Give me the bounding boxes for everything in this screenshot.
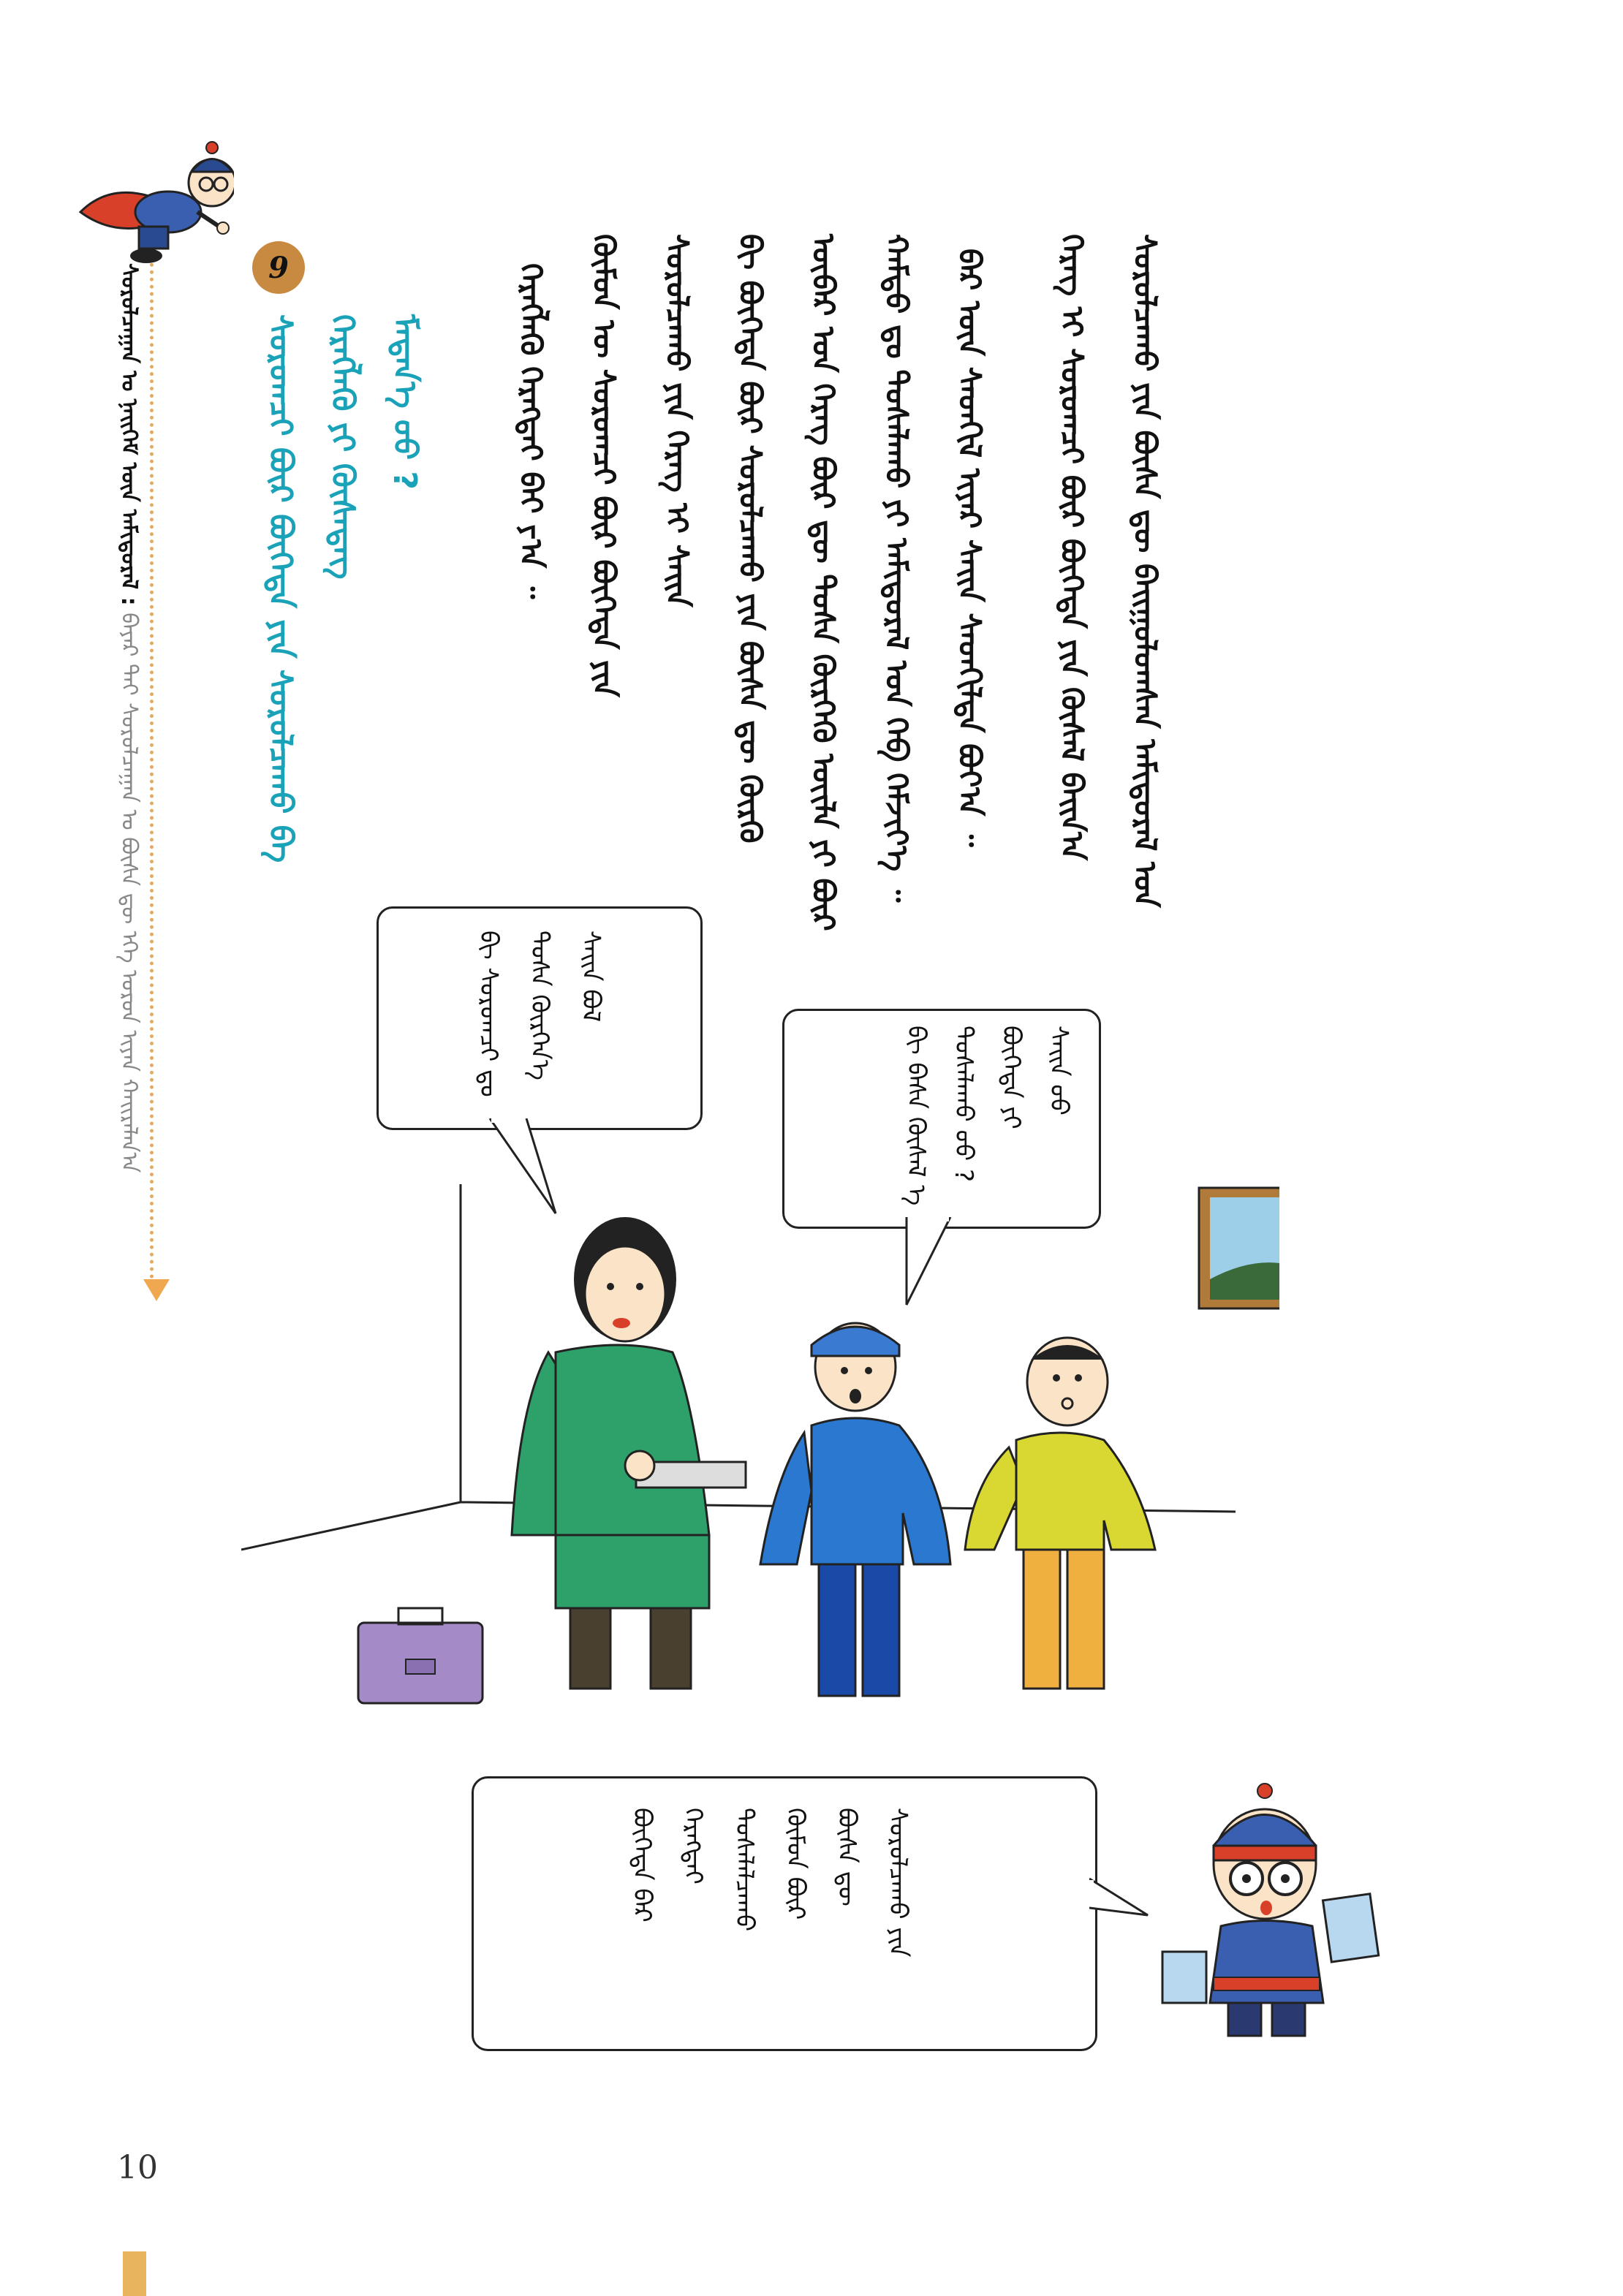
briefcase-icon [358,1608,483,1703]
running-header [110,263,148,1272]
teacher-bubble-line-3: ᠰᠠᠢᠨ ᠪᠤᠯ [576,931,605,1023]
speech-bubble-guide [472,1776,1097,2051]
guide-bubble-tail [1089,1871,1155,1930]
guide-bubble-line-5: ᠬᠡᠷᠡᠭᠲᠡᠢ [678,1808,708,1884]
guide-bubble-line-4: ᠲᠤᠰᠠᠯᠠᠯᠴᠠᠬᠤ [730,1808,759,1932]
guide-bubble-line-2: ᠪᠦᠰᠡ ᠳᠦ [832,1808,861,1906]
lesson-number-badge: 9 [252,241,305,294]
body-column-9: ᠬᠡᠷᠡᠭᠯᠡᠬᠦ ᠬᠡᠷᠡᠭᠲᠡᠢ ᠪᠠᠢ ᠶ᠎ᠠ ᠃ [513,263,549,599]
speech-bubble-teacher [377,906,703,1130]
body-column-5: ᠦᠪᠡᠷ ᠤᠨ ᠬᠡᠷᠡᠭ ᠪᠦᠷ ᠳᠦ ᠲᠤᠰᠠ ᠬᠦᠷᠭᠡᠬᠦ ᠦᠢᠯᠡ ᠶᠢ ᠪᠦᠷ [806,234,841,931]
page-number-bar [123,2251,146,2296]
boy-bubble-line-1: ᠪᠢ ᠪᠠᠰᠠ ᠬᠦᠰᠡᠯ ᠡ [901,1026,931,1206]
body-column-7: ᠰᠤᠷᠤᠯᠴᠠᠬᠤ ᠶᠢᠨ ᠬᠡᠷᠡᠭ ᠢ ᠰᠠᠢᠨ [659,234,695,607]
body-column-1: ᠰᠤᠷᠤᠯᠴᠠᠬᠤ ᠶᠢᠨ ᠪᠦᠰᠡ ᠳᠦ ᠪᠠᠢᠭᠤᠯᠤᠭᠰᠠᠨ ᠠᠮᠢᠳᠤᠷᠠᠯ ᠤᠨ [1127,234,1163,908]
guide-bubble-line-1: ᠰᠤᠷᠤᠯᠴᠠᠬᠤ ᠶᠢᠨ [883,1808,912,1958]
flying-boy-mascot-icon [66,132,234,278]
guide-bubble-line-3: ᠬᠦᠮᠦᠨ ᠪᠦᠷ [781,1808,810,1920]
boy-yellow-figure-icon [965,1338,1155,1689]
header-dotted-line [150,241,154,1279]
running-header-topic: ᠪᠠᠶᠠᠷ ᠲᠠᠢ ᠰᠤᠷᠤᠯᠴᠠᠭᠠᠨ ᠤ ᠪᠦᠰᠡ ᠳᠦ ᠡᠬᠡ ᠣᠷᠤᠨ ᠢᠶᠠᠨ ᠬᠠᠢᠷᠠᠯᠠᠨ᠎ᠠ [116,613,142,1173]
boy-bubble-line-3: ᠪᠦᠭᠡᠳᠡ ᠶᠢ [996,1026,1026,1129]
guide-bubble-line-6: ᠪᠦᠭᠡᠳᠡ ᠪᠡᠷ [627,1808,657,1922]
body-column-4: ᠬᠠᠮᠲᠤ ᠳᠤ ᠲᠤᠰᠠᠯᠠᠬᠤ ᠶᠢ ᠠᠮᠢᠳᠤᠷᠠᠯ ᠤᠨ ᠬᠡᠪ ᠬᠡᠮᠵᠢᠶ᠎ᠡ ᠃ [879,234,915,903]
body-column-6: ᠪᠢ ᠪᠦᠭᠡᠳᠡ ᠪᠦᠷ ᠰᠤᠷᠤᠯᠴᠠᠬᠤ ᠶᠢᠨ ᠪᠦᠰᠡ ᠳᠦ ᠬᠦᠷᠬᠦ [733,234,768,844]
boy-bubble-line-4: ᠰᠠᠢᠨ ᠤᠤ [1044,1026,1073,1115]
teacher-bubble-line-2: ᠲᠤᠰᠠ ᠬᠦᠷᠭᠡᠨ᠎ᠡ [525,931,554,1080]
page-number: 10 [117,2149,158,2186]
running-header-section: ᠰᠤᠷᠤᠯᠴᠠᠭᠠᠨ ᠤ ᠨᠡᠢᠭᠡᠮ ᠦᠨ ᠠᠮᠢᠳᠤᠷᠠᠯ : [116,263,142,606]
body-column-2: ᠬᠡᠷᠡᠭ ᠢ ᠰᠤᠷᠤᠭᠴᠢ ᠪᠦᠷ ᠪᠦᠭᠡᠳᠡ ᠶᠢᠨ ᠬᠦᠰᠡᠯ ᠪᠠᠢᠨ᠎ᠠ [1054,234,1090,861]
floor-line-left [241,1502,461,1550]
lesson-title-line-3: ᠮᠡᠳᠡᠨ᠎ᠡ ᠦᠦ ? [386,314,423,490]
body-column-8: ᠬᠦᠮᠦᠨ ᠦ ᠰᠤᠷᠤᠭᠴᠢ ᠪᠦᠷ ᠪᠦᠭᠡᠳᠡ ᠶᠢᠨ [586,234,622,697]
body-column-3: ᠪᠡᠷ ᠦᠨ ᠰᠡᠳᠬᠢᠯ ᠢᠶᠠᠷ ᠰᠠᠢᠨ ᠰᠡᠳᠬᠢᠯᠲᠡ ᠪᠤᠶ᠎ᠠ ᠃ [952,249,988,847]
guide-boy-mascot-icon [1155,1769,1389,2054]
lesson-title-line-1: ᠰᠤᠷᠤᠭᠴᠢ ᠪᠦᠷ ᠪᠦᠭᠡᠳᠡ ᠶᠢᠨ ᠰᠤᠷᠤᠯᠴᠠᠬᠤ ᠪᠠ [262,314,299,863]
boy-blue-figure-icon [760,1323,950,1696]
header-arrow-icon [143,1279,170,1301]
boy-bubble-line-2: ᠲᠤᠰᠠᠯᠠᠬᠤ ᠦᠦ ? [949,1026,978,1183]
lesson-title-line-2: ᠬᠡᠷᠡᠭᠯᠡᠬᠦ ᠶᠢ ᠬᠦᠰᠡᠳᠡᠭ [324,314,361,580]
wall-painting-icon [1199,1188,1279,1308]
teacher-figure-icon [512,1217,746,1689]
classroom-scene-illustration [241,1170,1279,1754]
teacher-bubble-line-1: ᠪᠢ ᠰᠤᠷᠤᠭᠴᠢ ᠳᠤ [474,931,503,1097]
